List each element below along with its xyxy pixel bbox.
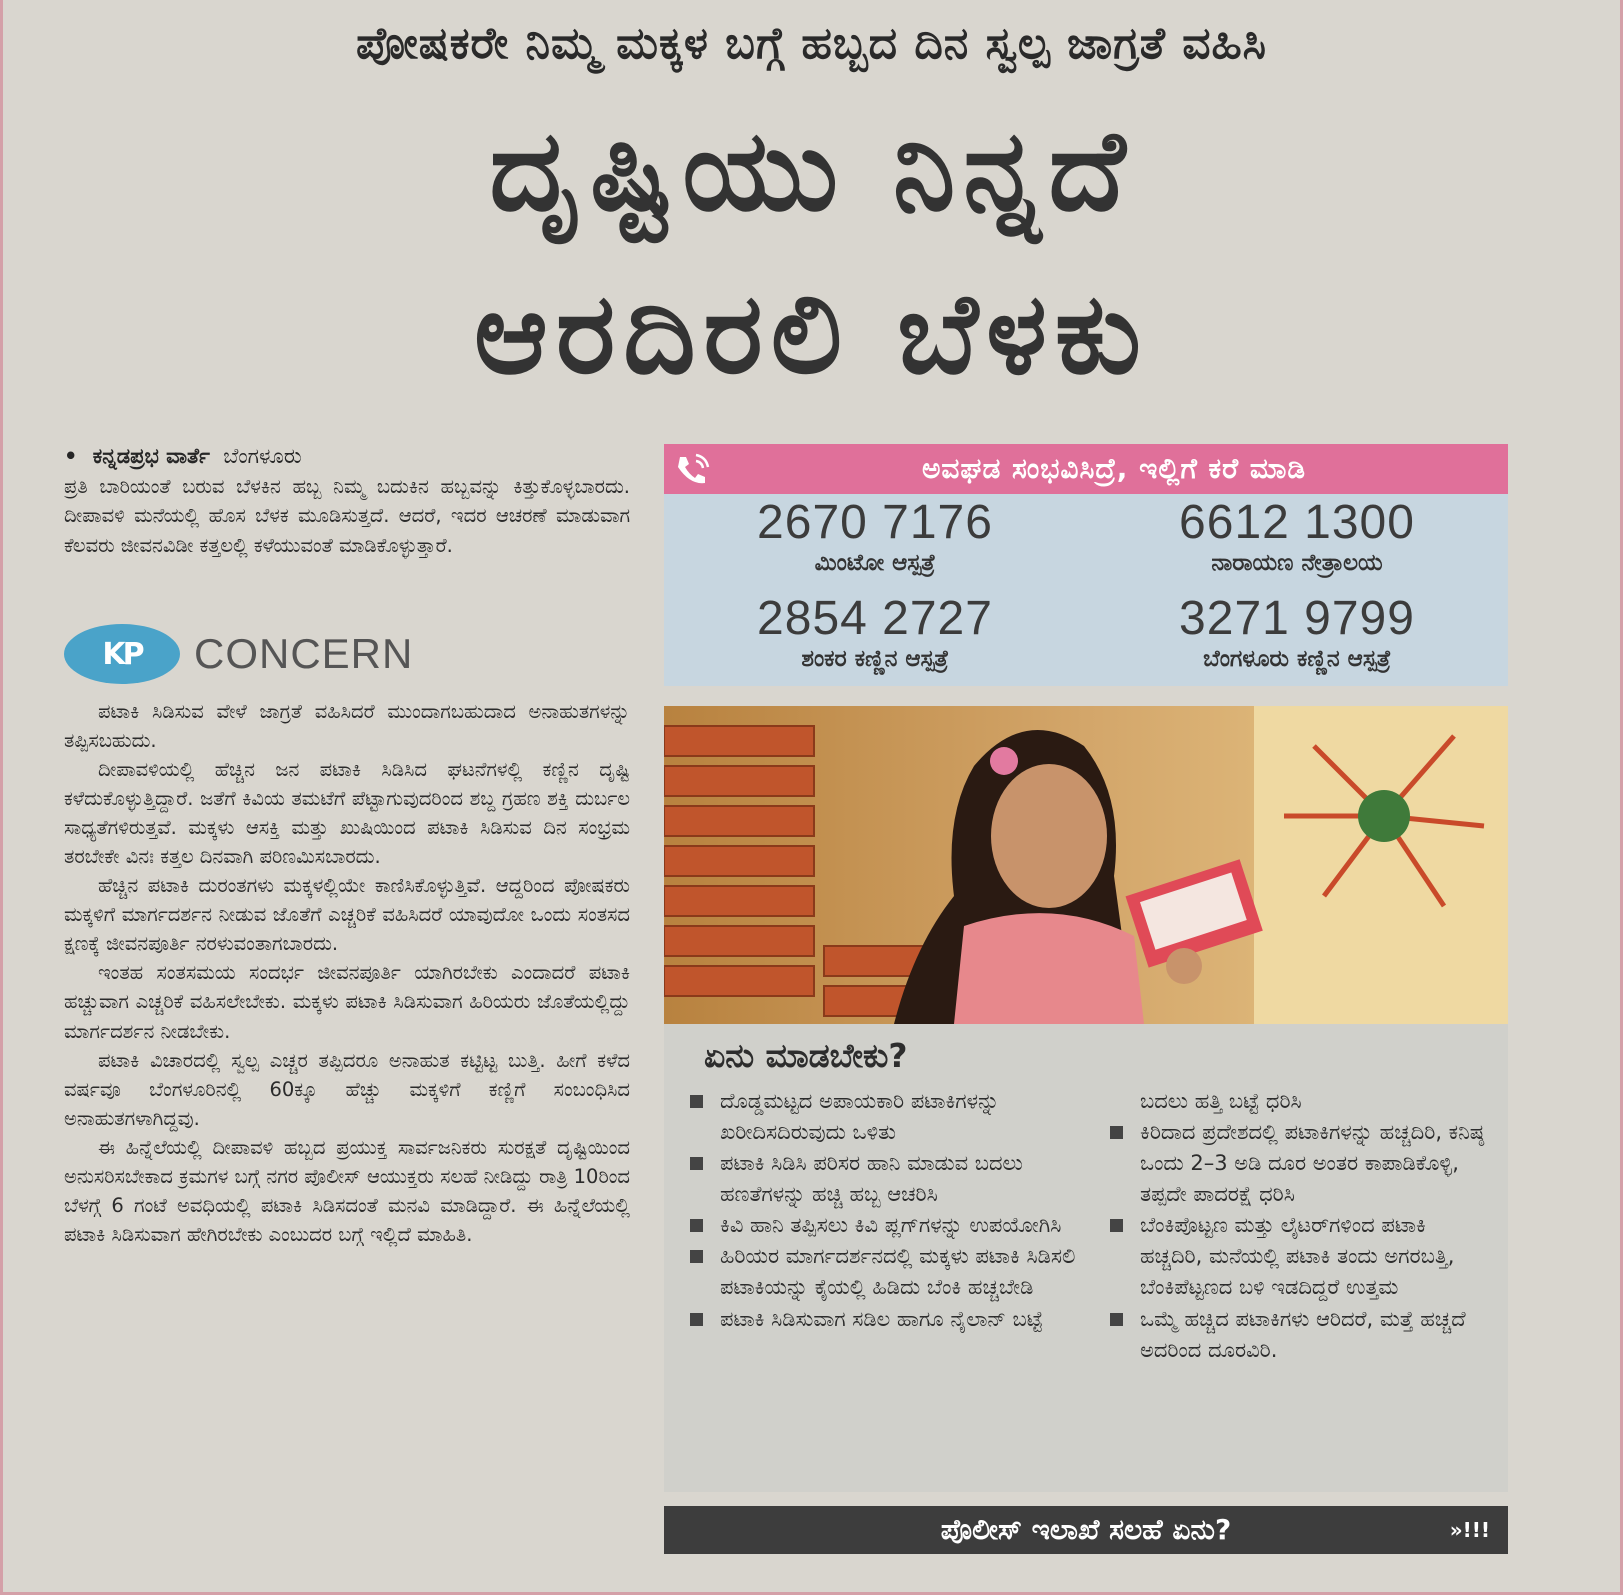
byline-place: ಬೆಂಗಳೂರು	[223, 444, 302, 468]
todo-text: ಕಿರಿದಾದ ಪ್ರದೇಶದಲ್ಲಿ ಪಟಾಕಿಗಳನ್ನು ಹಚ್ಚದಿರಿ, ಕನಿಷ್ಠ ಒಂದು 2–3 ಅಡಿ ದೂರ ಅಂತರ ಕಾಪಾಡಿಕೊಳ್ಳಿ, ತಪ್ಪದೇ ಪಾದರಕ್ಷೆ ಧರಿಸಿ	[1140, 1120, 1485, 1207]
helpline-hospital: ಬೆಂಗಳೂರು ಕಣ್ಣಿನ ಆಸ್ಪತ್ರೆ	[1203, 646, 1391, 673]
helpline-grid	[664, 494, 1508, 686]
bullet-square-icon	[1110, 1313, 1123, 1326]
bullet-square-icon	[690, 1250, 703, 1263]
girl-with-firecrackers-photo	[664, 706, 1508, 1024]
helpline-hospital: ನಾರಾಯಣ ನೇತ್ರಾಲಯ	[1211, 550, 1383, 577]
police-advice-label: ಪೊಲೀಸ್ ಇಲಾಖೆ ಸಲಹೆ ಏನು?	[940, 1513, 1232, 1546]
helpline-title: ಅವಘಡ ಸಂಭವಿಸಿದ್ರೆ, ಇಲ್ಲಿಗೆ ಕರೆ ಮಾಡಿ	[921, 452, 1306, 485]
helpline-number: 6612 1300	[1179, 496, 1415, 549]
todo-item	[684, 1210, 1084, 1241]
todo-item	[684, 1148, 1084, 1210]
todo-item	[684, 1241, 1084, 1303]
helpline-number: 2854 2727	[757, 592, 993, 645]
todo-column-2	[1104, 1086, 1494, 1366]
todo-item	[1104, 1304, 1494, 1366]
police-advice-bar	[664, 1506, 1508, 1554]
todo-text: ದೊಡ್ಡಮಟ್ಟದ ಅಪಾಯಕಾರಿ ಪಟಾಕಿಗಳನ್ನು ಖರೀದಿಸದಿರುವುದು ಒಳಿತು	[720, 1089, 1000, 1145]
bullet-square-icon	[1110, 1126, 1123, 1139]
helpline-header	[664, 444, 1508, 494]
todo-text: ಬೆಂಕಿಪೊಟ್ಟಣ ಮತ್ತು ಲೈಟರ್‌ಗಳಿಂದ ಪಟಾಕಿ ಹಚ್ಚದಿರಿ, ಮನೆಯಲ್ಲಿ ಪಟಾಕಿ ತಂದು ಅಗರಬತ್ತಿ, ಬೆಂಕಿಪೆಟ್ಟಣದ ಬಳಿ ಇಡದಿದ್ದರೆ ಉತ್ತಮ	[1140, 1213, 1455, 1300]
todo-item	[684, 1304, 1084, 1335]
kicker: ಪೋಷಕರೇ ನಿಮ್ಮ ಮಕ್ಕಳ ಬಗ್ಗೆ ಹಬ್ಬದ ದಿನ ಸ್ವಲ್ಪ ಜಾಗ್ರತೆ ವಹಿಸಿ	[355, 18, 1268, 69]
body-paragraph: ಪಟಾಕಿ ಸಿಡಿಸುವ ವೇಳೆ ಜಾಗ್ರತೆ ವಹಿಸಿದರೆ ಮುಂದಾಗಬಹುದಾದ ಅನಾಹುತಗಳನ್ನು ತಪ್ಪಿಸಬಹುದು.	[64, 700, 630, 753]
todo-text: ಒಮ್ಮೆ ಹಚ್ಚಿದ ಪಟಾಕಿಗಳು ಆರಿದರೆ, ಮತ್ತೆ ಹಚ್ಚದೆ ಅದರಿಂದ ದೂರವಿರಿ.	[1140, 1306, 1466, 1362]
helpline-entry	[1086, 590, 1508, 686]
byline-source: ಕನ್ನಡಪ್ರಭ ವಾರ್ತೆ	[92, 444, 210, 468]
bullet-square-icon	[1110, 1219, 1123, 1232]
bullet-square-icon	[690, 1219, 703, 1232]
intro-paragraph: ಪ್ರತಿ ಬಾರಿಯಂತೆ ಬರುವ ಬೆಳಕಿನ ಹಬ್ಬ ನಿಮ್ಮ ಬದುಕಿನ ಹಬ್ಬವನ್ನು ಕಿತ್ತುಕೊಳ್ಳಬಾರದು. ದೀಪಾವಳಿ ಮನೆಯಲ್ಲಿ ಹೊಸ ಬೆಳಕ ಮೂಡಿಸುತ್ತದೆ. ಆದರೆ, ಇದರ ಆಚರಣೆ ಮಾಡುವಾಗ ಕೆಲವರು ಜೀವನವಿಡೀ ಕತ್ತಲಲ್ಲಿ ಕಳೆಯುವಂತೆ ಮಾಡಿಕೊಳ್ಳುತ್ತಾರೆ.	[64, 475, 630, 557]
helpline-hospital: ಶಂಕರ ಕಣ್ಣಿನ ಆಸ್ಪತ್ರೆ	[801, 646, 949, 673]
helpline-entry	[1086, 494, 1508, 590]
body-paragraph: ಈ ಹಿನ್ನೆಲೆಯಲ್ಲಿ ದೀಪಾವಳಿ ಹಬ್ಬದ ಪ್ರಯುಕ್ತ ಸಾರ್ವಜನಿಕರು ಸುರಕ್ಷತೆ ದೃಷ್ಟಿಯಿಂದ ಅನುಸರಿಸಬೇಕಾದ ಕ್ರಮಗಳ ಬಗ್ಗೆ ನಗರ ಪೊಲೀಸ್ ಆಯುಕ್ತರು ಸಲಹೆ ನೀಡಿದ್ದು ರಾತ್ರಿ 10ರಿಂದ ಬೆಳಗ್ಗೆ 6 ಗಂಟೆ ಅವಧಿಯಲ್ಲಿ ಪಟಾಕಿ ಸಿಡಿಸದಂತೆ ಮನವಿ ಮಾಡಿದ್ದಾರೆ. ಈ ಹಿನ್ನೆಲೆಯಲ್ಲಿ ಪಟಾಕಿ ಸಿಡಿಸುವಾಗ ಹೇಗಿರಬೇಕು ಎಂಬುದರ ಬಗ್ಗೆ ಇಲ್ಲಿದೆ ಮಾಹಿತಿ.	[64, 1135, 630, 1246]
todo-column-1	[684, 1086, 1084, 1335]
helpline-entry	[664, 590, 1086, 686]
todo-text: ಪಟಾಕಿ ಸಿಡಿಸುವಾಗ ಸಡಿಲ ಹಾಗೂ ನೈಲಾನ್ ಬಟ್ಟೆ	[720, 1306, 1043, 1331]
body-paragraph: ಹೆಚ್ಚಿನ ಪಟಾಕಿ ದುರಂತಗಳು ಮಕ್ಕಳಲ್ಲಿಯೇ ಕಾಣಿಸಿಕೊಳ್ಳುತ್ತಿವೆ. ಆದ್ದರಿಂದ ಪೋಷಕರು ಮಕ್ಕಳಿಗೆ ಮಾರ್ಗದರ್ಶನ ನೀಡುವ ಜೊತೆಗೆ ಎಚ್ಚರಿಕೆ ವಹಿಸಿದರೆ ಯಾವುದೋ ಒಂದು ಸಂತಸದ ಕ್ಷಣಕ್ಕೆ ಜೀವನಪೂರ್ತಿ ನರಳುವಂತಾಗಬಾರದು.	[64, 874, 630, 956]
body-paragraph: ಇಂತಹ ಸಂತಸಮಯ ಸಂದರ್ಭ ಜೀವನಪೂರ್ತಿ ಯಾಗಿರಬೇಕು ಎಂದಾದರೆ ಪಟಾಕಿ ಹಚ್ಚುವಾಗ ಎಚ್ಚರಿಕೆ ವಹಿಸಲೇಬೇಕು. ಮಕ್ಕಳು ಪಟಾಕಿ ಸಿಡಿಸುವಾಗ ಹಿರಿಯರು ಜೊತೆಯಲ್ಲಿದ್ದು ಮಾರ್ಗದರ್ಶನ ನೀಡಬೇಕು.	[64, 961, 630, 1043]
todo-text: ಹಿರಿಯರ ಮಾರ್ಗದರ್ಶನದಲ್ಲಿ ಮಕ್ಕಳು ಪಟಾಕಿ ಸಿಡಿಸಲಿ ಪಟಾಕಿಯನ್ನು ಕೈಯಲ್ಲಿ ಹಿಡಿದು ಬೆಂಕಿ ಹಚ್ಚಬೇಡಿ	[720, 1244, 1076, 1300]
arrow-icon: »!!!	[1449, 1518, 1490, 1542]
what-to-do-title: ಏನು ಮಾಡಬೇಕು?	[704, 1036, 908, 1075]
helpline-number: 2670 7176	[757, 496, 993, 549]
todo-item-continued: ಬದಲು ಹತ್ತಿ ಬಟ್ಟೆ ಧರಿಸಿ	[1140, 1089, 1302, 1113]
concern-badge	[64, 624, 413, 684]
body-paragraph: ಪಟಾಕಿ ವಿಚಾರದಲ್ಲಿ ಸ್ವಲ್ಪ ಎಚ್ಚರ ತಪ್ಪಿದರೂ ಅನಾಹುತ ಕಟ್ಟಿಟ್ಟ ಬುತ್ತಿ. ಹೀಗೆ ಕಳೆದ ವರ್ಷವೂ ಬೆಂಗಳೂರಿನಲ್ಲಿ 60ಕ್ಕೂ ಹೆಚ್ಚು ಮಕ್ಕಳಿಗೆ ಕಣ್ಣಿಗೆ ಸಂಬಂಧಿಸಿದ ಅನಾಹುತಗಳಾಗಿದ್ದವು.	[64, 1048, 630, 1130]
todo-text: ಪಟಾಕಿ ಸಿಡಿಸಿ ಪರಿಸರ ಹಾನಿ ಮಾಡುವ ಬದಲು ಹಣತೆಗಳನ್ನು ಹಚ್ಚಿ ಹಬ್ಬ ಆಚರಿಸಿ	[720, 1151, 1023, 1207]
todo-text: ಕಿವಿ ಹಾನಿ ತಪ್ಪಿಸಲು ಕಿವಿ ಪ್ಲಗ್‌ಗಳನ್ನು ಉಪಯೋಗಿಸಿ	[720, 1213, 1062, 1238]
bullet-icon: •	[64, 444, 78, 468]
body-paragraph: ದೀಪಾವಳಿಯಲ್ಲಿ ಹೆಚ್ಚಿನ ಜನ ಪಟಾಕಿ ಸಿಡಿಸಿದ ಘಟನೆಗಳಲ್ಲಿ ಕಣ್ಣಿನ ದೃಷ್ಟಿ ಕಳೆದುಕೊಳ್ಳುತ್ತಿದ್ದಾರೆ. ಜತೆಗೆ ಕಿವಿಯ ತಮಟೆಗೆ ಪೆಟ್ಟಾಗುವುದರಿಂದ ಶಬ್ದ ಗ್ರಹಣ ಶಕ್ತಿ ದುರ್ಬಲ ಸಾಧ್ಯತೆಗಳಿರುತ್ತವೆ. ಮಕ್ಕಳು ಆಸಕ್ತಿ ಮತ್ತು ಖುಷಿಯಿಂದ ಪಟಾಕಿ ಸಿಡಿಸುವ ದಿನ ಸಂಭ್ರಮ ತರಬೇಕೇ ವಿನಃ ಕತ್ತಲ ದಿನವಾಗಿ ಪರಿಣಮಿಸಬಾರದು.	[64, 758, 630, 869]
article-body	[64, 697, 630, 1249]
headline-line-1: ದೃಷ್ಟಿಯು ನಿನ್ನದೆ	[489, 106, 1134, 236]
helpline-entry	[664, 494, 1086, 590]
bullet-square-icon	[690, 1157, 703, 1170]
bullet-square-icon	[690, 1095, 703, 1108]
todo-item	[1104, 1117, 1494, 1210]
kp-logo-icon: KP	[64, 624, 180, 684]
phone-icon	[664, 444, 720, 494]
concern-label: CONCERN	[194, 630, 414, 677]
headline-line-2: ಆರದಿರಲಿ ಬೆಳಕು	[474, 269, 1149, 399]
bullet-square-icon	[690, 1313, 703, 1326]
todo-item	[1104, 1210, 1494, 1303]
byline	[64, 444, 302, 469]
what-to-do-box	[664, 1024, 1508, 1492]
todo-item	[684, 1086, 1084, 1148]
helpline-hospital: ಮಿಂಟೋ ಆಸ್ಪತ್ರೆ	[814, 550, 936, 577]
helpline-number: 3271 9799	[1179, 592, 1415, 645]
